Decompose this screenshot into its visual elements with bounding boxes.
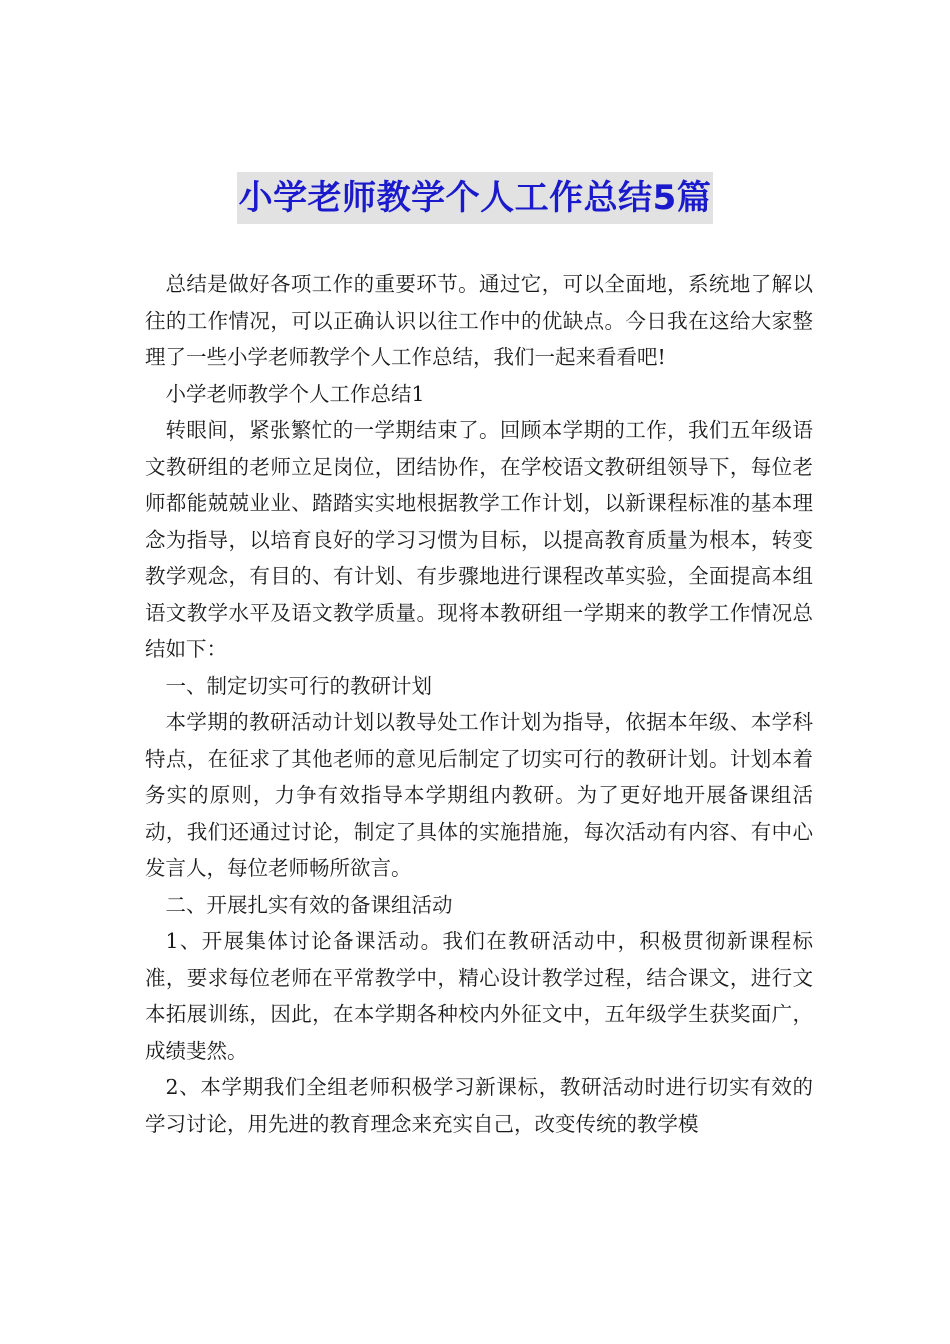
body-paragraph: 转眼间，紧张繁忙的一学期结束了。回顾本学期的工作，我们五年级语文教研组的老师立足岗位，团结协作，在学校语文教研组领导下，每位老师都能兢兢业业、踏踏实实地根据教学工作计划，以新课程标准的基本理念为指导，以培育良好的学习习惯为目标，以提高教育质量为根本，转变教学观念，有目的、有计划、有步骤地进行课程改革实验，全面提高本组语文教学水平及语文教学质量。现将本教研组一学期来的教学工作情况总结如下：: [145, 418, 813, 661]
body-paragraph: 本学期的教研活动计划以教导处工作计划为指导，依据本年级、本学科特点，在征求了其他老师的意见后制定了切实可行的教研计划。计划本着务实的原则，力争有效指导本学期组内教研。为了更好地开展备课组活动，我们还通过讨论，制定了具体的实施措施，每次活动有内容、有中心发言人，每位老师畅所欲言。: [145, 710, 813, 880]
subsection-heading: 二、开展扎实有效的备课组活动: [165, 892, 453, 917]
section-heading: 小学老师教学个人工作总结1: [165, 381, 425, 406]
body-paragraph: 1、开展集体讨论备课活动。我们在教研活动中，积极贯彻新课程标准，要求每位老师在平常教学中，精心设计教学过程，结合课文，进行文本拓展训练，因此，在本学期各种校内外征文中，五年级学生获奖面广，成绩斐然。: [145, 929, 813, 1063]
document-title: 小学老师教学个人工作总结5篇: [237, 172, 714, 224]
document-body: [145, 266, 813, 1142]
body-paragraph: 2、本学期我们全组老师积极学习新课标，教研活动时进行切实有效的学习讨论，用先进的教育理念来充实自己，改变传统的教学模: [145, 1075, 813, 1136]
subsection-heading: 一、制定切实可行的教研计划: [165, 673, 432, 698]
intro-paragraph: 总结是做好各项工作的重要环节。通过它，可以全面地，系统地了解以往的工作情况，可以正确认识以往工作中的优缺点。今日我在这给大家整理了一些小学老师教学个人工作总结，我们一起来看看吧!: [145, 272, 813, 369]
title-container: [0, 172, 950, 224]
